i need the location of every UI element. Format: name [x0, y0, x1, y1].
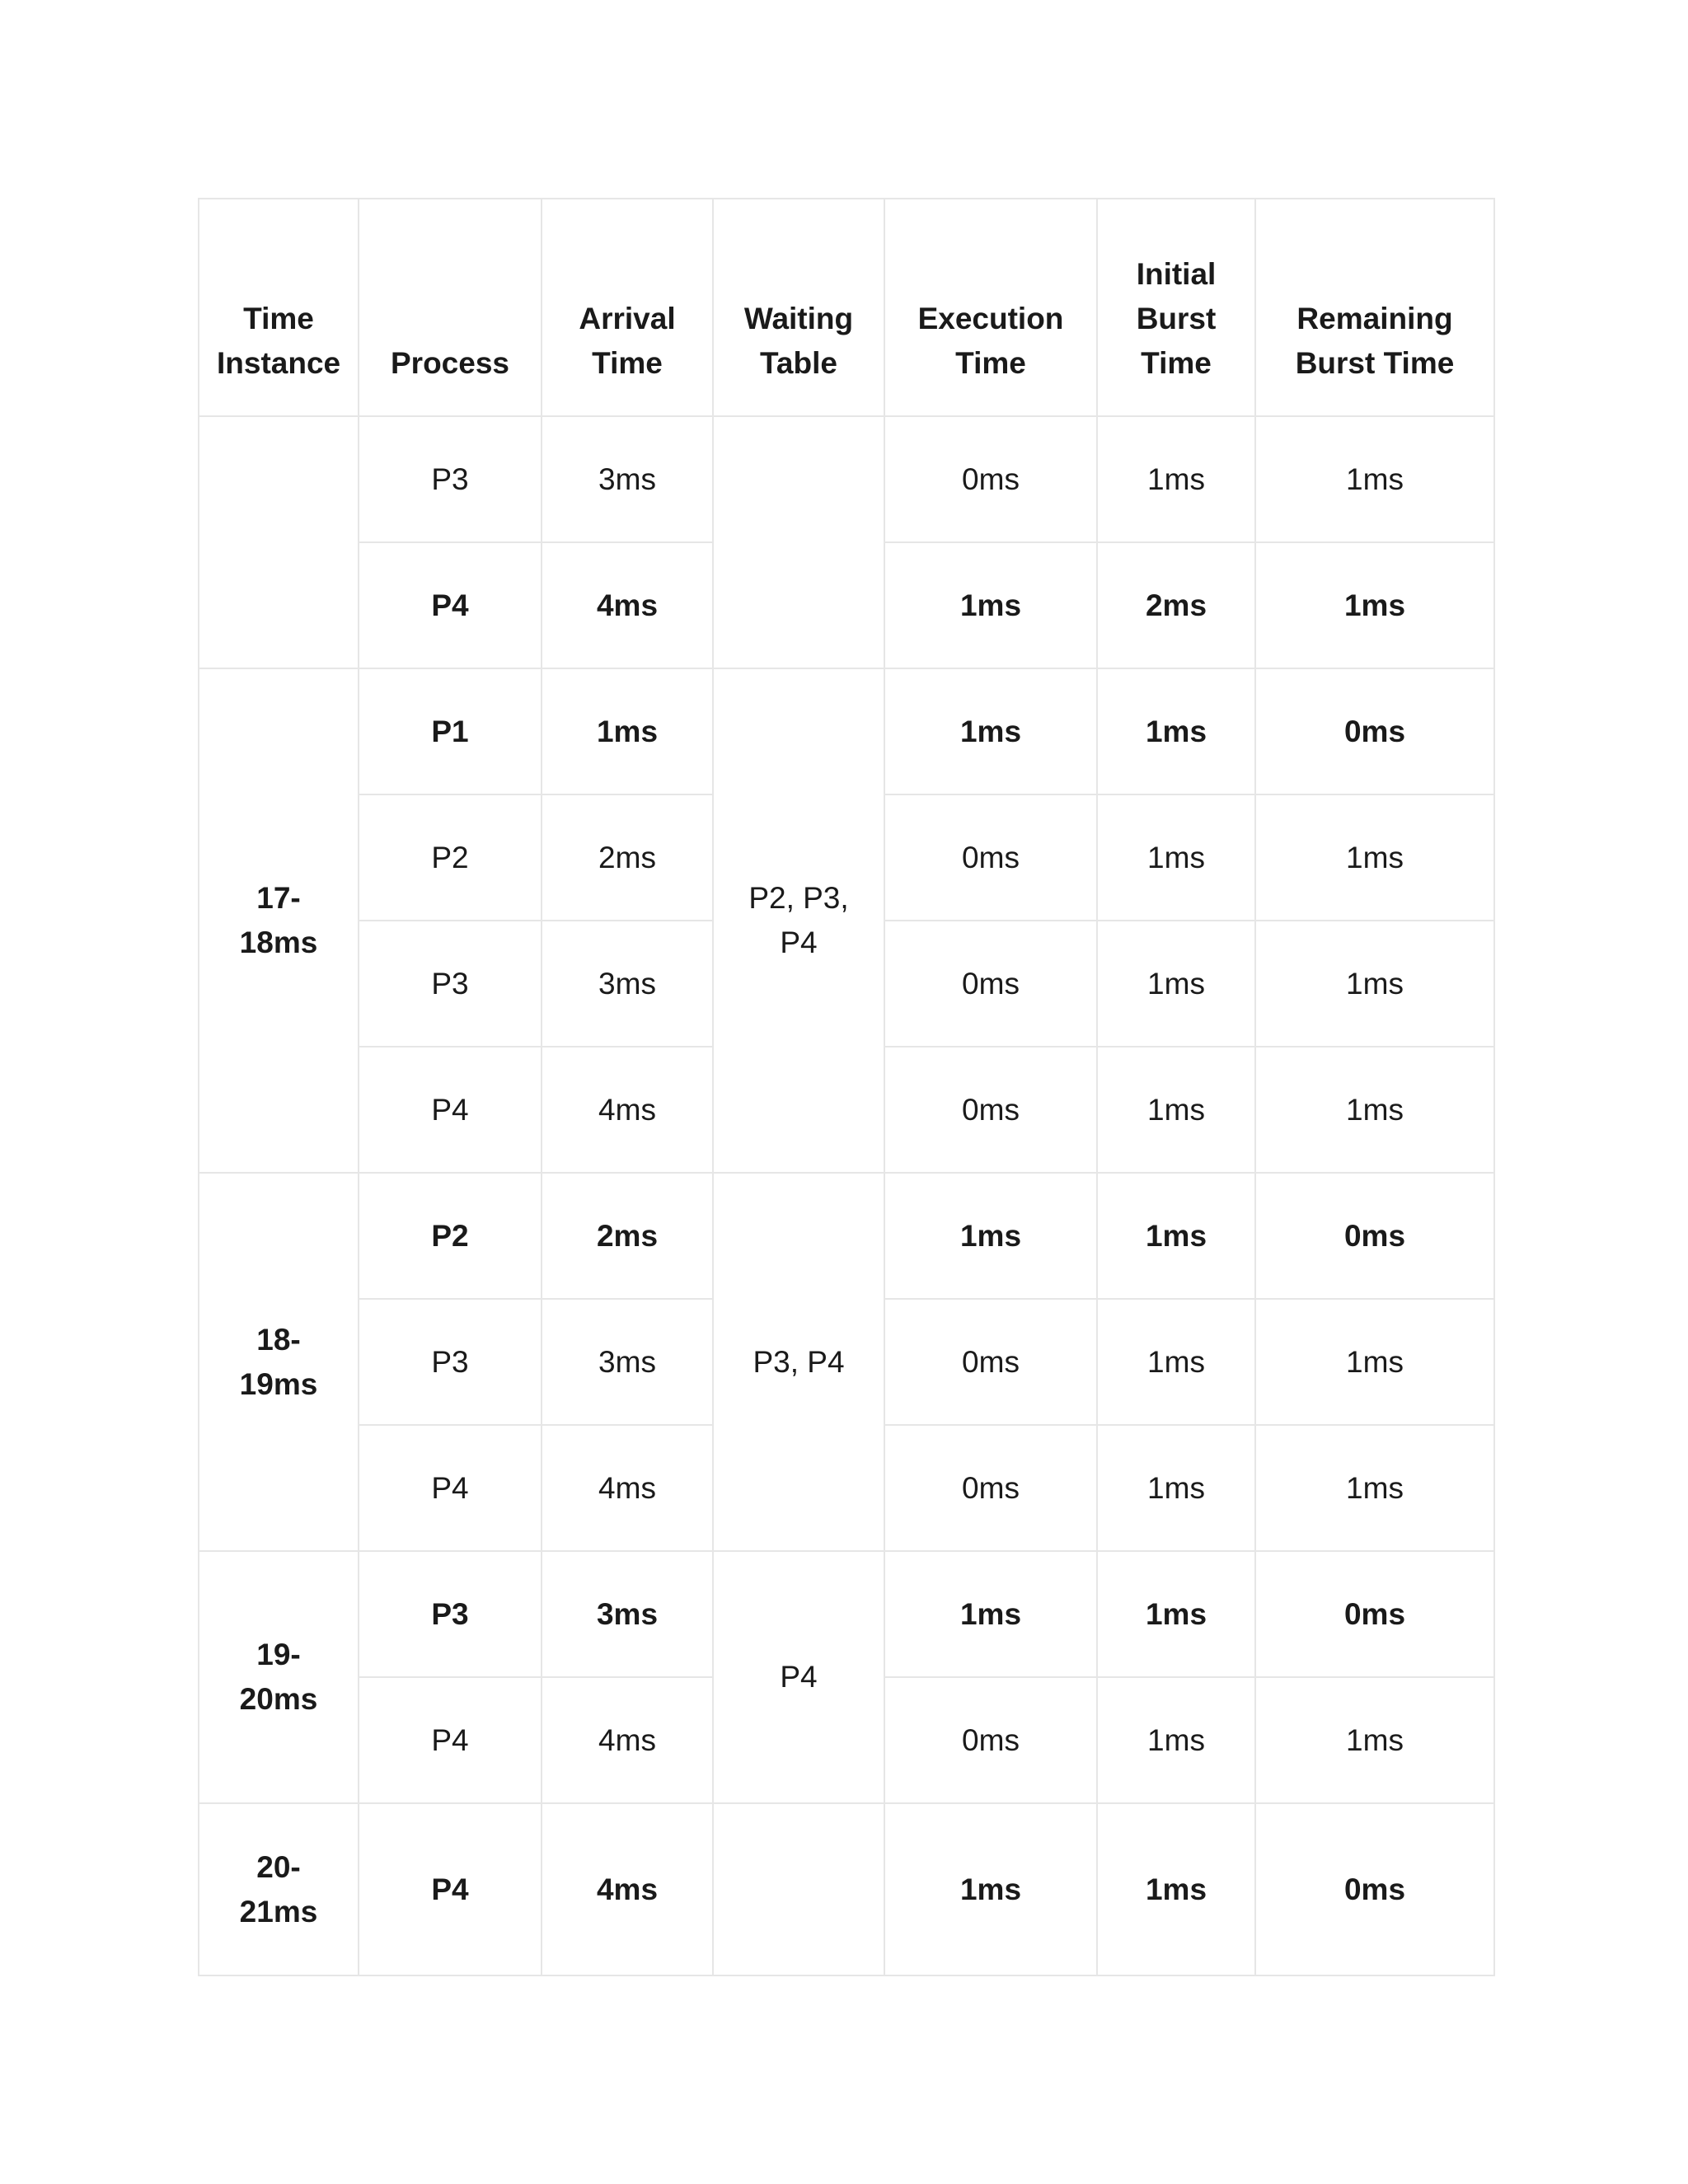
initial-burst-time-cell [1097, 542, 1255, 668]
header-execution-time: Execution Time [884, 199, 1097, 416]
process-cell [359, 1299, 542, 1425]
arrival-time-cell-value: 3ms [598, 966, 656, 1001]
process-cell [359, 921, 542, 1047]
initial-burst-time-cell [1097, 1299, 1255, 1425]
waiting-list: P4 [780, 1660, 818, 1694]
execution-time-cell [884, 668, 1097, 794]
header-waiting-table: Waiting Table [713, 199, 884, 416]
arrival-time-cell [542, 542, 713, 668]
arrival-time-cell-value: 4ms [598, 1722, 656, 1757]
waiting-list: P3, P4 [753, 1344, 845, 1379]
time-instance-cell [199, 1173, 359, 1551]
time-instance-cell [199, 668, 359, 1173]
waiting-table-cell [713, 1551, 884, 1803]
process-cell-value: P3 [431, 1596, 469, 1631]
execution-time-cell [884, 1677, 1097, 1803]
arrival-time-cell-value: 2ms [598, 840, 656, 874]
execution-time-cell-value: 0ms [962, 462, 1020, 496]
execution-time-cell [884, 794, 1097, 921]
arrival-time-cell [542, 1425, 713, 1551]
waiting-table-cell [713, 668, 884, 1173]
initial-burst-time-cell-value: 1ms [1147, 1092, 1205, 1127]
header-row [199, 199, 1494, 416]
initial-burst-time-cell [1097, 794, 1255, 921]
execution-time-cell [884, 1551, 1097, 1677]
process-cell [359, 1047, 542, 1173]
time-instance-label: 18-19ms [239, 1322, 318, 1401]
arrival-time-cell [542, 668, 713, 794]
initial-burst-time-cell [1097, 1551, 1255, 1677]
execution-time-cell [884, 1425, 1097, 1551]
time-instance-label: 20-21ms [239, 1849, 318, 1929]
time-instance-cell [199, 1803, 359, 1975]
initial-burst-time-cell [1097, 1047, 1255, 1173]
arrival-time-cell-value: 3ms [596, 1596, 659, 1631]
execution-time-cell [884, 542, 1097, 668]
initial-burst-time-cell-value: 1ms [1147, 1470, 1205, 1505]
time-instance-label: 19-20ms [239, 1638, 318, 1716]
time-instance-cell [199, 1551, 359, 1803]
remaining-burst-time-cell-value: 0ms [1343, 1872, 1406, 1906]
arrival-time-cell [542, 1803, 713, 1975]
execution-time-cell-value: 0ms [962, 1344, 1020, 1379]
remaining-burst-time-cell [1255, 1173, 1494, 1299]
initial-burst-time-cell-value: 1ms [1145, 1596, 1207, 1631]
arrival-time-cell-value: 4ms [598, 1092, 656, 1127]
execution-time-cell [884, 1803, 1097, 1975]
execution-time-cell-value: 0ms [962, 840, 1020, 874]
arrival-time-cell [542, 1299, 713, 1425]
remaining-burst-time-cell-value: 1ms [1346, 1722, 1404, 1757]
process-cell [359, 668, 542, 794]
process-cell [359, 794, 542, 921]
process-cell [359, 542, 542, 668]
remaining-burst-time-cell-value: 1ms [1343, 588, 1406, 622]
process-cell [359, 1677, 542, 1803]
process-cell-value: P4 [431, 1722, 469, 1757]
initial-burst-time-cell-value: 1ms [1147, 840, 1205, 874]
remaining-burst-time-cell [1255, 1803, 1494, 1975]
remaining-burst-time-cell [1255, 416, 1494, 542]
execution-time-cell-value: 0ms [962, 1722, 1020, 1757]
remaining-burst-time-cell [1255, 1425, 1494, 1551]
execution-time-cell [884, 921, 1097, 1047]
remaining-burst-time-cell-value: 1ms [1346, 966, 1404, 1001]
initial-burst-time-cell-value: 1ms [1147, 966, 1205, 1001]
remaining-burst-time-cell [1255, 542, 1494, 668]
initial-burst-time-cell [1097, 1803, 1255, 1975]
initial-burst-time-cell-value: 2ms [1145, 588, 1207, 622]
remaining-burst-time-cell-value: 1ms [1346, 1092, 1404, 1127]
waiting-list: P2, P3, P4 [748, 881, 849, 959]
scheduling-table [198, 198, 1495, 1976]
remaining-burst-time-cell [1255, 1299, 1494, 1425]
arrival-time-cell [542, 921, 713, 1047]
header-process: Process [359, 199, 542, 416]
remaining-burst-time-cell-value: 0ms [1343, 714, 1406, 748]
table-body [199, 416, 1494, 1975]
table-row [199, 1551, 1494, 1677]
remaining-burst-time-cell-value: 1ms [1346, 840, 1404, 874]
remaining-burst-time-cell [1255, 1551, 1494, 1677]
remaining-burst-time-cell [1255, 1047, 1494, 1173]
process-cell-value: P4 [431, 1872, 469, 1906]
initial-burst-time-cell [1097, 1677, 1255, 1803]
remaining-burst-time-cell [1255, 668, 1494, 794]
header-initial-burst-time: Initial Burst Time [1097, 199, 1255, 416]
process-cell [359, 1551, 542, 1677]
time-instance-label: 17-18ms [239, 881, 318, 959]
time-instance-cell [199, 416, 359, 668]
arrival-time-cell-value: 3ms [598, 1344, 656, 1379]
arrival-time-cell-value: 2ms [596, 1218, 659, 1253]
waiting-table-cell [713, 416, 884, 668]
table-header [199, 199, 1494, 416]
header-remaining-burst-time: Remaining Burst Time [1255, 199, 1494, 416]
table-row [199, 416, 1494, 542]
remaining-burst-time-cell [1255, 921, 1494, 1047]
waiting-table-cell [713, 1803, 884, 1975]
process-cell-value: P3 [431, 462, 469, 496]
waiting-table-cell [713, 1173, 884, 1551]
header-time-instance: Time Instance [199, 199, 359, 416]
table-row [199, 1803, 1494, 1975]
initial-burst-time-cell [1097, 416, 1255, 542]
execution-time-cell-value: 1ms [959, 1218, 1022, 1253]
initial-burst-time-cell-value: 1ms [1147, 462, 1205, 496]
initial-burst-time-cell-value: 1ms [1147, 1344, 1205, 1379]
execution-time-cell-value: 0ms [962, 1470, 1020, 1505]
arrival-time-cell-value: 4ms [598, 1470, 656, 1505]
arrival-time-cell-value: 3ms [598, 462, 656, 496]
remaining-burst-time-cell [1255, 1677, 1494, 1803]
process-cell [359, 1425, 542, 1551]
process-cell-value: P3 [431, 1344, 469, 1379]
process-cell [359, 1173, 542, 1299]
initial-burst-time-cell [1097, 1173, 1255, 1299]
arrival-time-cell [542, 1047, 713, 1173]
arrival-time-cell-value: 4ms [596, 1872, 659, 1906]
process-cell-value: P4 [431, 1092, 469, 1127]
execution-time-cell [884, 1173, 1097, 1299]
execution-time-cell [884, 416, 1097, 542]
execution-time-cell [884, 1299, 1097, 1425]
remaining-burst-time-cell-value: 1ms [1346, 1344, 1404, 1379]
table-row [199, 668, 1494, 794]
remaining-burst-time-cell-value: 1ms [1346, 462, 1404, 496]
initial-burst-time-cell-value: 1ms [1145, 1218, 1207, 1253]
arrival-time-cell [542, 1677, 713, 1803]
process-cell-value: P1 [431, 714, 469, 748]
execution-time-cell-value: 0ms [962, 966, 1020, 1001]
remaining-burst-time-cell-value: 0ms [1343, 1218, 1406, 1253]
arrival-time-cell [542, 1551, 713, 1677]
initial-burst-time-cell [1097, 668, 1255, 794]
execution-time-cell-value: 1ms [959, 1872, 1022, 1906]
arrival-time-cell-value: 4ms [596, 588, 659, 622]
process-cell-value: P4 [431, 1470, 469, 1505]
arrival-time-cell [542, 416, 713, 542]
header-arrival-time: Arrival Time [542, 199, 713, 416]
remaining-burst-time-cell [1255, 794, 1494, 921]
initial-burst-time-cell-value: 1ms [1147, 1722, 1205, 1757]
initial-burst-time-cell [1097, 1425, 1255, 1551]
process-cell [359, 1803, 542, 1975]
execution-time-cell-value: 1ms [959, 714, 1022, 748]
execution-time-cell [884, 1047, 1097, 1173]
arrival-time-cell-value: 1ms [596, 714, 659, 748]
remaining-burst-time-cell-value: 0ms [1343, 1596, 1406, 1631]
execution-time-cell-value: 1ms [959, 1596, 1022, 1631]
process-cell-value: P3 [431, 966, 469, 1001]
initial-burst-time-cell-value: 1ms [1145, 1872, 1207, 1906]
arrival-time-cell [542, 794, 713, 921]
process-cell-value: P4 [431, 588, 469, 622]
arrival-time-cell [542, 1173, 713, 1299]
execution-time-cell-value: 1ms [959, 588, 1022, 622]
table-row [199, 1173, 1494, 1299]
initial-burst-time-cell-value: 1ms [1145, 714, 1207, 748]
process-cell-value: P2 [431, 1218, 469, 1253]
execution-time-cell-value: 0ms [962, 1092, 1020, 1127]
process-cell-value: P2 [431, 840, 469, 874]
initial-burst-time-cell [1097, 921, 1255, 1047]
process-cell [359, 416, 542, 542]
remaining-burst-time-cell-value: 1ms [1346, 1470, 1404, 1505]
